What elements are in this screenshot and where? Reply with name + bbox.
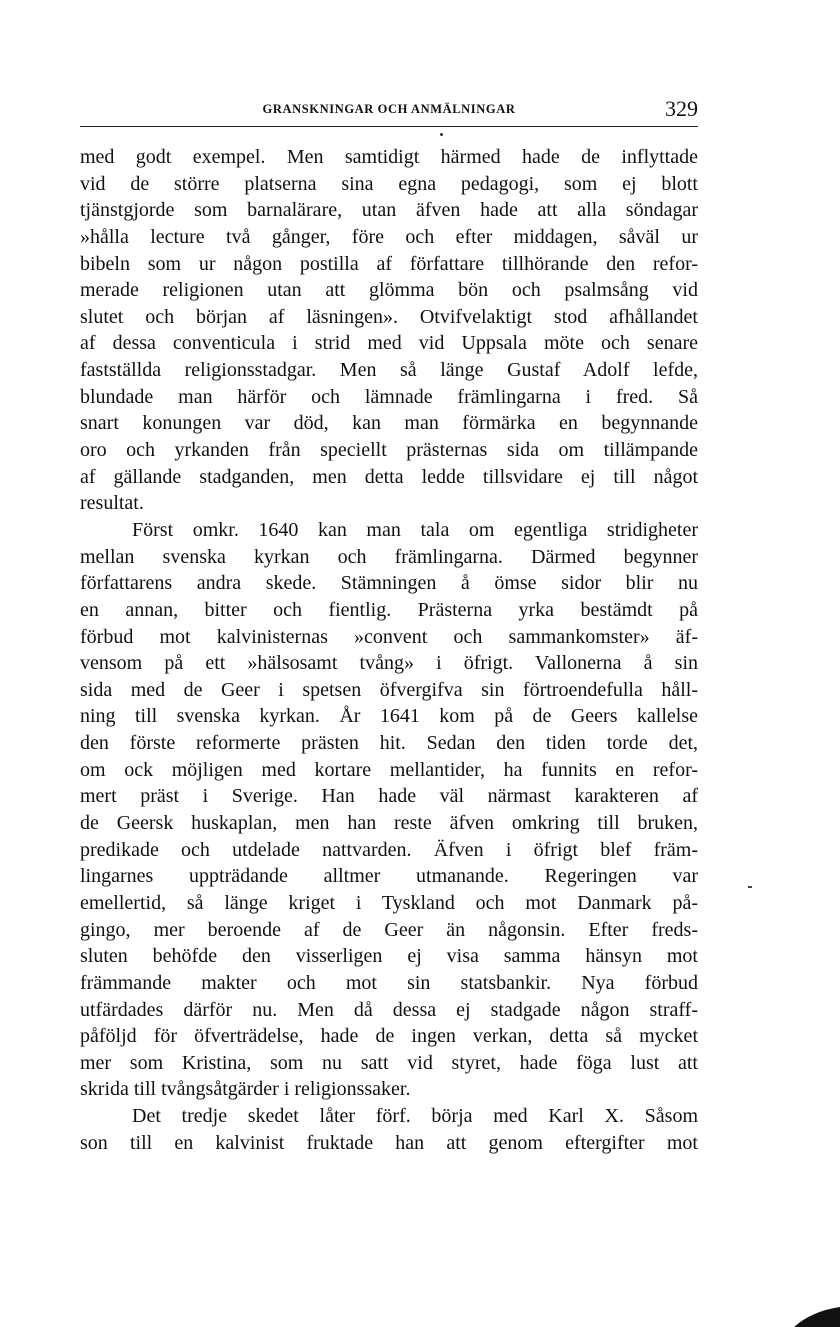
text-line: om ock möjligen med kortare mellantider, ha funnits en refor- bbox=[80, 758, 698, 781]
header-rule bbox=[80, 126, 698, 127]
text-line: af gällande stadganden, men detta ledde tillsvidare ej till något bbox=[80, 465, 698, 488]
text-line: med godt exempel. Men samtidigt härmed hade de inflyttade bbox=[80, 146, 698, 168]
page-corner-shadow bbox=[794, 1305, 840, 1327]
text-line: slutet och början af läsningen». Otvifvelaktigt stod afhållandet bbox=[80, 305, 698, 328]
text-line: mellan svenska kyrkan och främlingarna. Därmed begynner bbox=[80, 545, 698, 568]
text-line: förbud mot kalvinisternas »convent och sammankomster» äf- bbox=[80, 625, 698, 648]
text-line: lingarnes uppträdande alltmer utmanande. Regeringen var bbox=[80, 865, 698, 888]
text-line: blundade man härför och lämnade främlingarna i fred. Så bbox=[80, 385, 698, 408]
text-line: skrida till tvångsåtgärder i religionssaker. bbox=[80, 1078, 411, 1101]
text-line: son till en kalvinist fruktade han att genom eftergifter mot bbox=[80, 1131, 698, 1154]
text-line: »hålla lecture två gånger, före och efter middagen, såväl ur bbox=[80, 225, 698, 248]
text-line: resultat. bbox=[80, 492, 144, 515]
text-line: merade religionen utan att glömma bön och psalmsång vid bbox=[80, 279, 698, 302]
text-line: sluten behöfde den visserligen ej visa samma hänsyn mot bbox=[80, 945, 698, 968]
text-line: mer som Kristina, som nu satt vid styret, hade föga lust att bbox=[80, 1051, 698, 1074]
text-line: de Geersk huskaplan, men han reste äfven omkring till bruken, bbox=[80, 812, 698, 835]
text-line: vid de större platserna sina egna pedagogi, som ej blott bbox=[80, 172, 698, 195]
text-line: den förste reformerte prästen hit. Sedan den tiden torde det, bbox=[80, 732, 698, 755]
text-line: sida med de Geer i spetsen öfvergifva sin förtroendefulla håll- bbox=[80, 678, 698, 701]
print-speck bbox=[440, 133, 443, 136]
page-number: 329 bbox=[665, 96, 698, 121]
text-line: bibeln som ur någon postilla af författare tillhörande den refor- bbox=[80, 252, 698, 275]
text-line: snart konungen var död, kan man förmärka en begynnande bbox=[80, 412, 698, 435]
text-line: Först omkr. 1640 kan man tala om egentliga stridigheter bbox=[132, 518, 698, 541]
text-line: påföljd för öfverträdelse, hade de ingen verkan, detta så mycket bbox=[80, 1025, 698, 1048]
print-speck bbox=[748, 886, 752, 888]
text-line: oro och yrkanden från speciellt prästernas sida om tillämpande bbox=[80, 439, 698, 462]
text-line: emellertid, så länge kriget i Tyskland och mot Danmark på- bbox=[80, 891, 698, 914]
text-line: främmande makter och mot sin statsbankir. Nya förbud bbox=[80, 971, 698, 994]
body-text bbox=[80, 144, 698, 1156]
text-line: tjänstgjorde som barnalärare, utan äfven hade att alla söndagar bbox=[80, 199, 698, 222]
text-line: predikade och utdelade nattvarden. Äfven i öfrigt blef främ- bbox=[80, 838, 698, 861]
text-line: mert präst i Sverige. Han hade väl närmast karakteren af bbox=[80, 785, 698, 808]
text-line: Det tredje skedet låter förf. börja med Karl X. Såsom bbox=[132, 1105, 698, 1128]
text-line: ning till svenska kyrkan. År 1641 kom på de Geers kallelse bbox=[80, 705, 698, 728]
text-line: en annan, bitter och fientlig. Prästerna yrka bestämdt på bbox=[80, 598, 698, 621]
text-line: författarens andra skede. Stämningen å ömse sidor blir nu bbox=[80, 572, 698, 595]
text-line: fastställda religionsstadgar. Men så länge Gustaf Adolf lefde, bbox=[80, 359, 698, 382]
text-line: vensom på ett »hälsosamt tvång» i öfrigt. Vallonerna å sin bbox=[80, 652, 698, 675]
text-line: gingo, mer beroende af de Geer än någonsin. Efter freds- bbox=[80, 918, 698, 941]
running-header bbox=[80, 96, 698, 126]
text-line: utfärdades därför nu. Men då dessa ej stadgade någon straff- bbox=[80, 998, 698, 1021]
running-title: GRANSKNINGAR OCH ANMÄLNINGAR bbox=[262, 102, 516, 116]
text-line: af dessa conventicula i strid med vid Uppsala möte och senare bbox=[80, 332, 698, 355]
